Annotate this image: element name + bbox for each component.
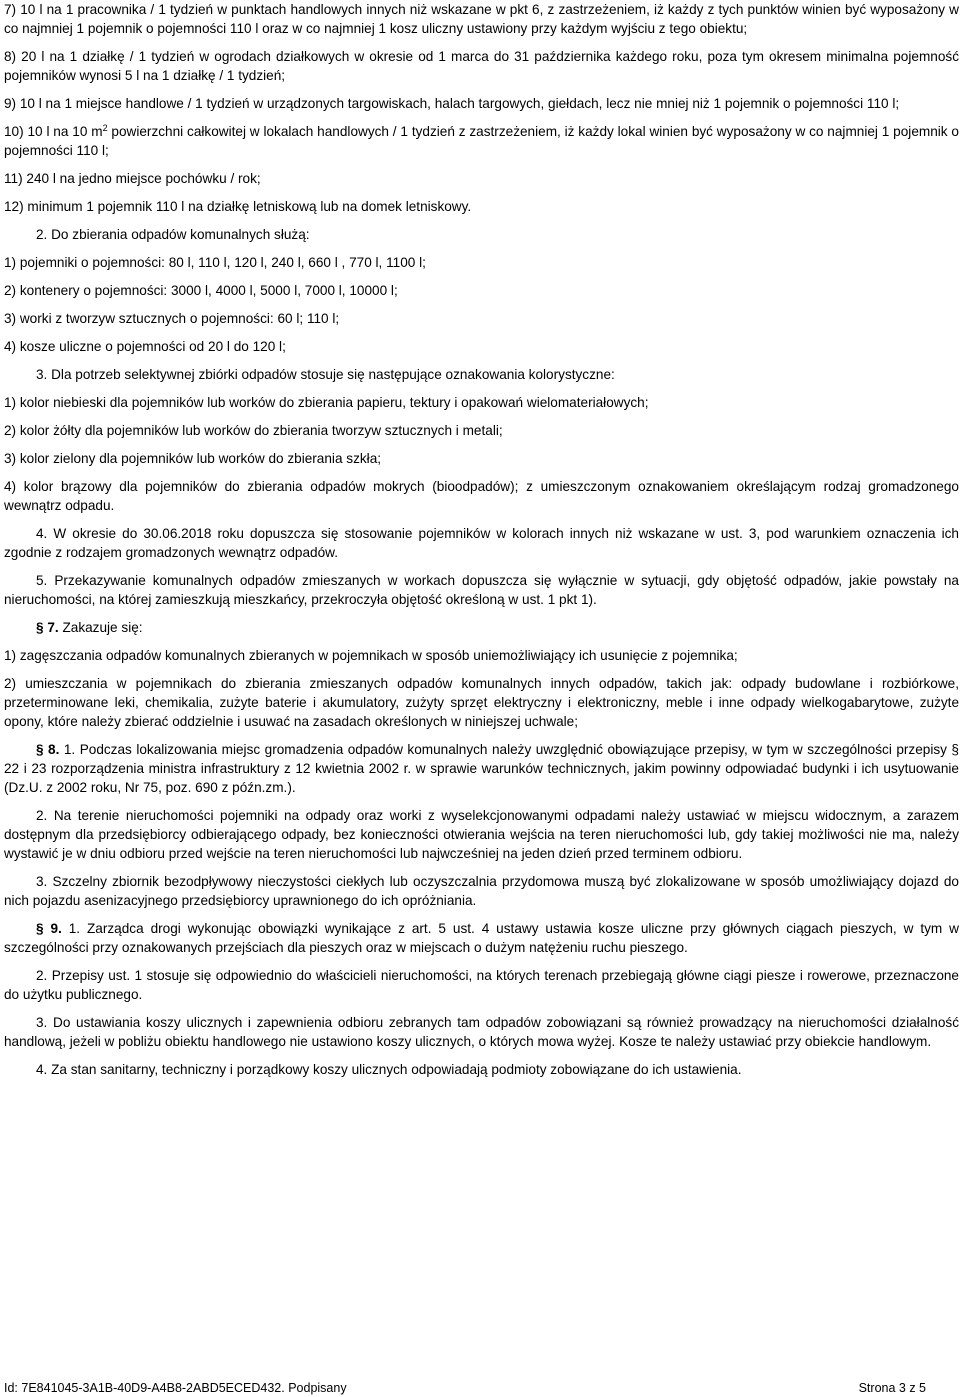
paragraph-9-3: 3. Do ustawiania koszy ulicznych i zapewnienia odbioru zebranych tam odpadów zobowiązani są również prowadzący na nieruchomości działalność handlową, jeżeli w pobliżu obiektu handlowego nie ustawiono koszy ulicznych, o których mowa wyżej. Kosze te należy ustawiać przy obiekcie handlowym. <box>4 1015 959 1049</box>
list-item: 2) umieszczania w pojemnikach do zbierania zmieszanych odpadów komunalnych innych odpadów, takich jak: odpady budowlane i rozbiórkowe, przeterminowane leki, chemikalia, zużyte baterie i akumulatory, zużyty sprzęt elektryczny i elektroniczny, meble i inne odpady wielkogabarytowe, zużyte opony, które należy zbierać oddzielnie i usuwać na zasadach określonych w niniejszej uchwale; <box>4 676 959 729</box>
superscript: 2 <box>102 123 108 133</box>
paragraph-text: 1. Zarządca drogi wykonując obowiązki wynikające z art. 5 ust. 4 ustawy ustawia kosze uliczne przy głównych ciągach pieszych, w tym w szczególności przy oznakowanych przejściach dla pieszych oraz w miejscach o dużym natężeniu ruchu pieszego. <box>4 921 959 955</box>
paragraph-8-3: 3. Szczelny zbiornik bezodpływowy nieczystości ciekłych lub oczyszczalnia przydomowa muszą być zlokalizowane w sposób umożliwiający dojazd do nich pojazdu asenizacyjnego przedsiębiorcy uprawnionego do ich opróżniania. <box>4 874 959 908</box>
section-2-heading: 2. Do zbierania odpadów komunalnych służą: <box>36 227 310 242</box>
list-item: 2) kolor żółty dla pojemników lub worków do zbierania tworzyw sztucznych i metali; <box>4 423 503 438</box>
paragraph-text: 1. Podczas lokalizowania miejsc gromadzenia odpadów komunalnych należy uwzględnić obowiązujące przepisy, w tym w szczególności przepisy § 22 i 23 rozporządzenia ministra infrastruktury z 12 kwietnia 2002 r. w sprawie warunków technicznych, jakim powinny odpowiadać budynki i ich usytuowanie (Dz.U. z 2002 roku, Nr 75, poz. 690 z późn.zm.). <box>4 742 959 795</box>
list-item: 4) kolor brązowy dla pojemników do zbierania odpadów mokrych (bioodpadów); z umieszczonym oznakowaniem określającym rodzaj gromadzonego wewnątrz odpadu. <box>4 479 959 513</box>
paragraph-9-4: 4. Za stan sanitarny, techniczny i porządkowy koszy ulicznych odpowiadają podmioty zobowiązane do ich ustawienia. <box>36 1062 742 1077</box>
list-item: 12) minimum 1 pojemnik 110 l na działkę letniskową lub na domek letniskowy. <box>4 199 472 214</box>
section-5-paragraph: 5. Przekazywanie komunalnych odpadów zmieszanych w workach dopuszcza się wyłącznie w sytuacji, gdy objętość odpadów, jakie powstały na nieruchomości, na której zamieszkują mieszkańcy, przekroczyła objętość określoną w ust. 1 pkt 1). <box>4 573 959 607</box>
paragraph-9-1 <box>4 919 959 957</box>
document-id: Id: 7E841045-3A1B-40D9-A4B8-2ABD5ECED432. Podpisany <box>4 1381 347 1395</box>
paragraph-8-1 <box>4 740 959 797</box>
list-item: 1) kolor niebieski dla pojemników lub worków do zbierania papieru, tektury i opakowań wielomateriałowych; <box>4 395 649 410</box>
item-text: 10) 10 l na 10 m <box>4 124 103 139</box>
list-item: 7) 10 l na 1 pracownika / 1 tydzień w punktach handlowych innych niż wskazane w pkt 6, z zastrzeżeniem, iż każdy z tych punktów winien być wyposażony w co najmniej 1 pojemnik o pojemności 110 l oraz w co najmniej 1 kosz uliczny ustawiony przy każdym wyjściu z tego obiektu; <box>4 2 959 36</box>
paragraph-number: § 8. <box>36 742 60 757</box>
list-item: 11) 240 l na jedno miejsce pochówku / rok; <box>4 171 261 186</box>
paragraph-number: § 7. <box>36 620 59 635</box>
list-item: 1) pojemniki o pojemności: 80 l, 110 l, 120 l, 240 l, 660 l , 770 l, 1100 l; <box>4 255 426 270</box>
paragraph-7-heading <box>4 618 959 637</box>
item-text: powierzchni całkowitej w lokalach handlowych / 1 tydzień z zastrzeżeniem, iż każdy lokal winien być wyposażony w co najmniej 1 pojemnik o pojemności 110 l; <box>4 124 959 158</box>
page-footer <box>4 1381 926 1395</box>
paragraph-9-2: 2. Przepisy ust. 1 stosuje się odpowiednio do właścicieli nieruchomości, na których terenach przebiegają główne ciągi piesze i rowerowe, przeznaczone do użytku publicznego. <box>4 968 959 1002</box>
list-item: 3) worki z tworzyw sztucznych o pojemności: 60 l; 110 l; <box>4 311 340 326</box>
document-body <box>4 0 959 1088</box>
paragraph-number: § 9. <box>36 921 62 936</box>
section-4-paragraph: 4. W okresie do 30.06.2018 roku dopuszcza się stosowanie pojemników w kolorach innych niż wskazane w ust. 3, pod warunkiem oznaczenia ich zgodnie z rodzajem gromadzonych wewnątrz odpadów. <box>4 526 959 560</box>
list-item: 4) kosze uliczne o pojemności od 20 l do 120 l; <box>4 339 286 354</box>
list-item <box>4 122 959 160</box>
paragraph-text: Zakazuje się: <box>58 620 143 635</box>
section-3-heading: 3. Dla potrzeb selektywnej zbiórki odpadów stosuje się następujące oznakowania kolorystyczne: <box>36 367 615 382</box>
list-item: 3) kolor zielony dla pojemników lub worków do zbierania szkła; <box>4 451 382 466</box>
paragraph-8-2: 2. Na terenie nieruchomości pojemniki na odpady oraz worki z wyselekcjonowanymi odpadami należy ustawiać w miejscu widocznym, a zarazem dostępnym dla przedsiębiorcy odbierającego odpady, bez konieczności otwierania wejścia na teren nieruchomości lub, gdy takiej możliwości nie ma, należy wystawić je w dniu odbioru przed wejście na teren nieruchomości lub najwcześniej na jeden dzień przed terminem odbioru. <box>4 808 959 861</box>
page-number: Strona 3 z 5 <box>858 1381 926 1395</box>
list-item: 8) 20 l na 1 działkę / 1 tydzień w ogrodach działkowych w okresie od 1 marca do 31 października każdego roku, poza tym okresem minimalna pojemność pojemników wynosi 5 l na 1 działkę / 1 tydzień; <box>4 49 959 83</box>
list-item: 1) zagęszczania odpadów komunalnych zbieranych w pojemnikach w sposób uniemożliwiający ich usunięcie z pojemnika; <box>4 648 738 663</box>
list-item: 9) 10 l na 1 miejsce handlowe / 1 tydzień w urządzonych targowiskach, halach targowych, giełdach, lecz nie mniej niż 1 pojemnik o pojemności 110 l; <box>4 96 900 111</box>
list-item: 2) kontenery o pojemności: 3000 l, 4000 l, 5000 l, 7000 l, 10000 l; <box>4 283 398 298</box>
